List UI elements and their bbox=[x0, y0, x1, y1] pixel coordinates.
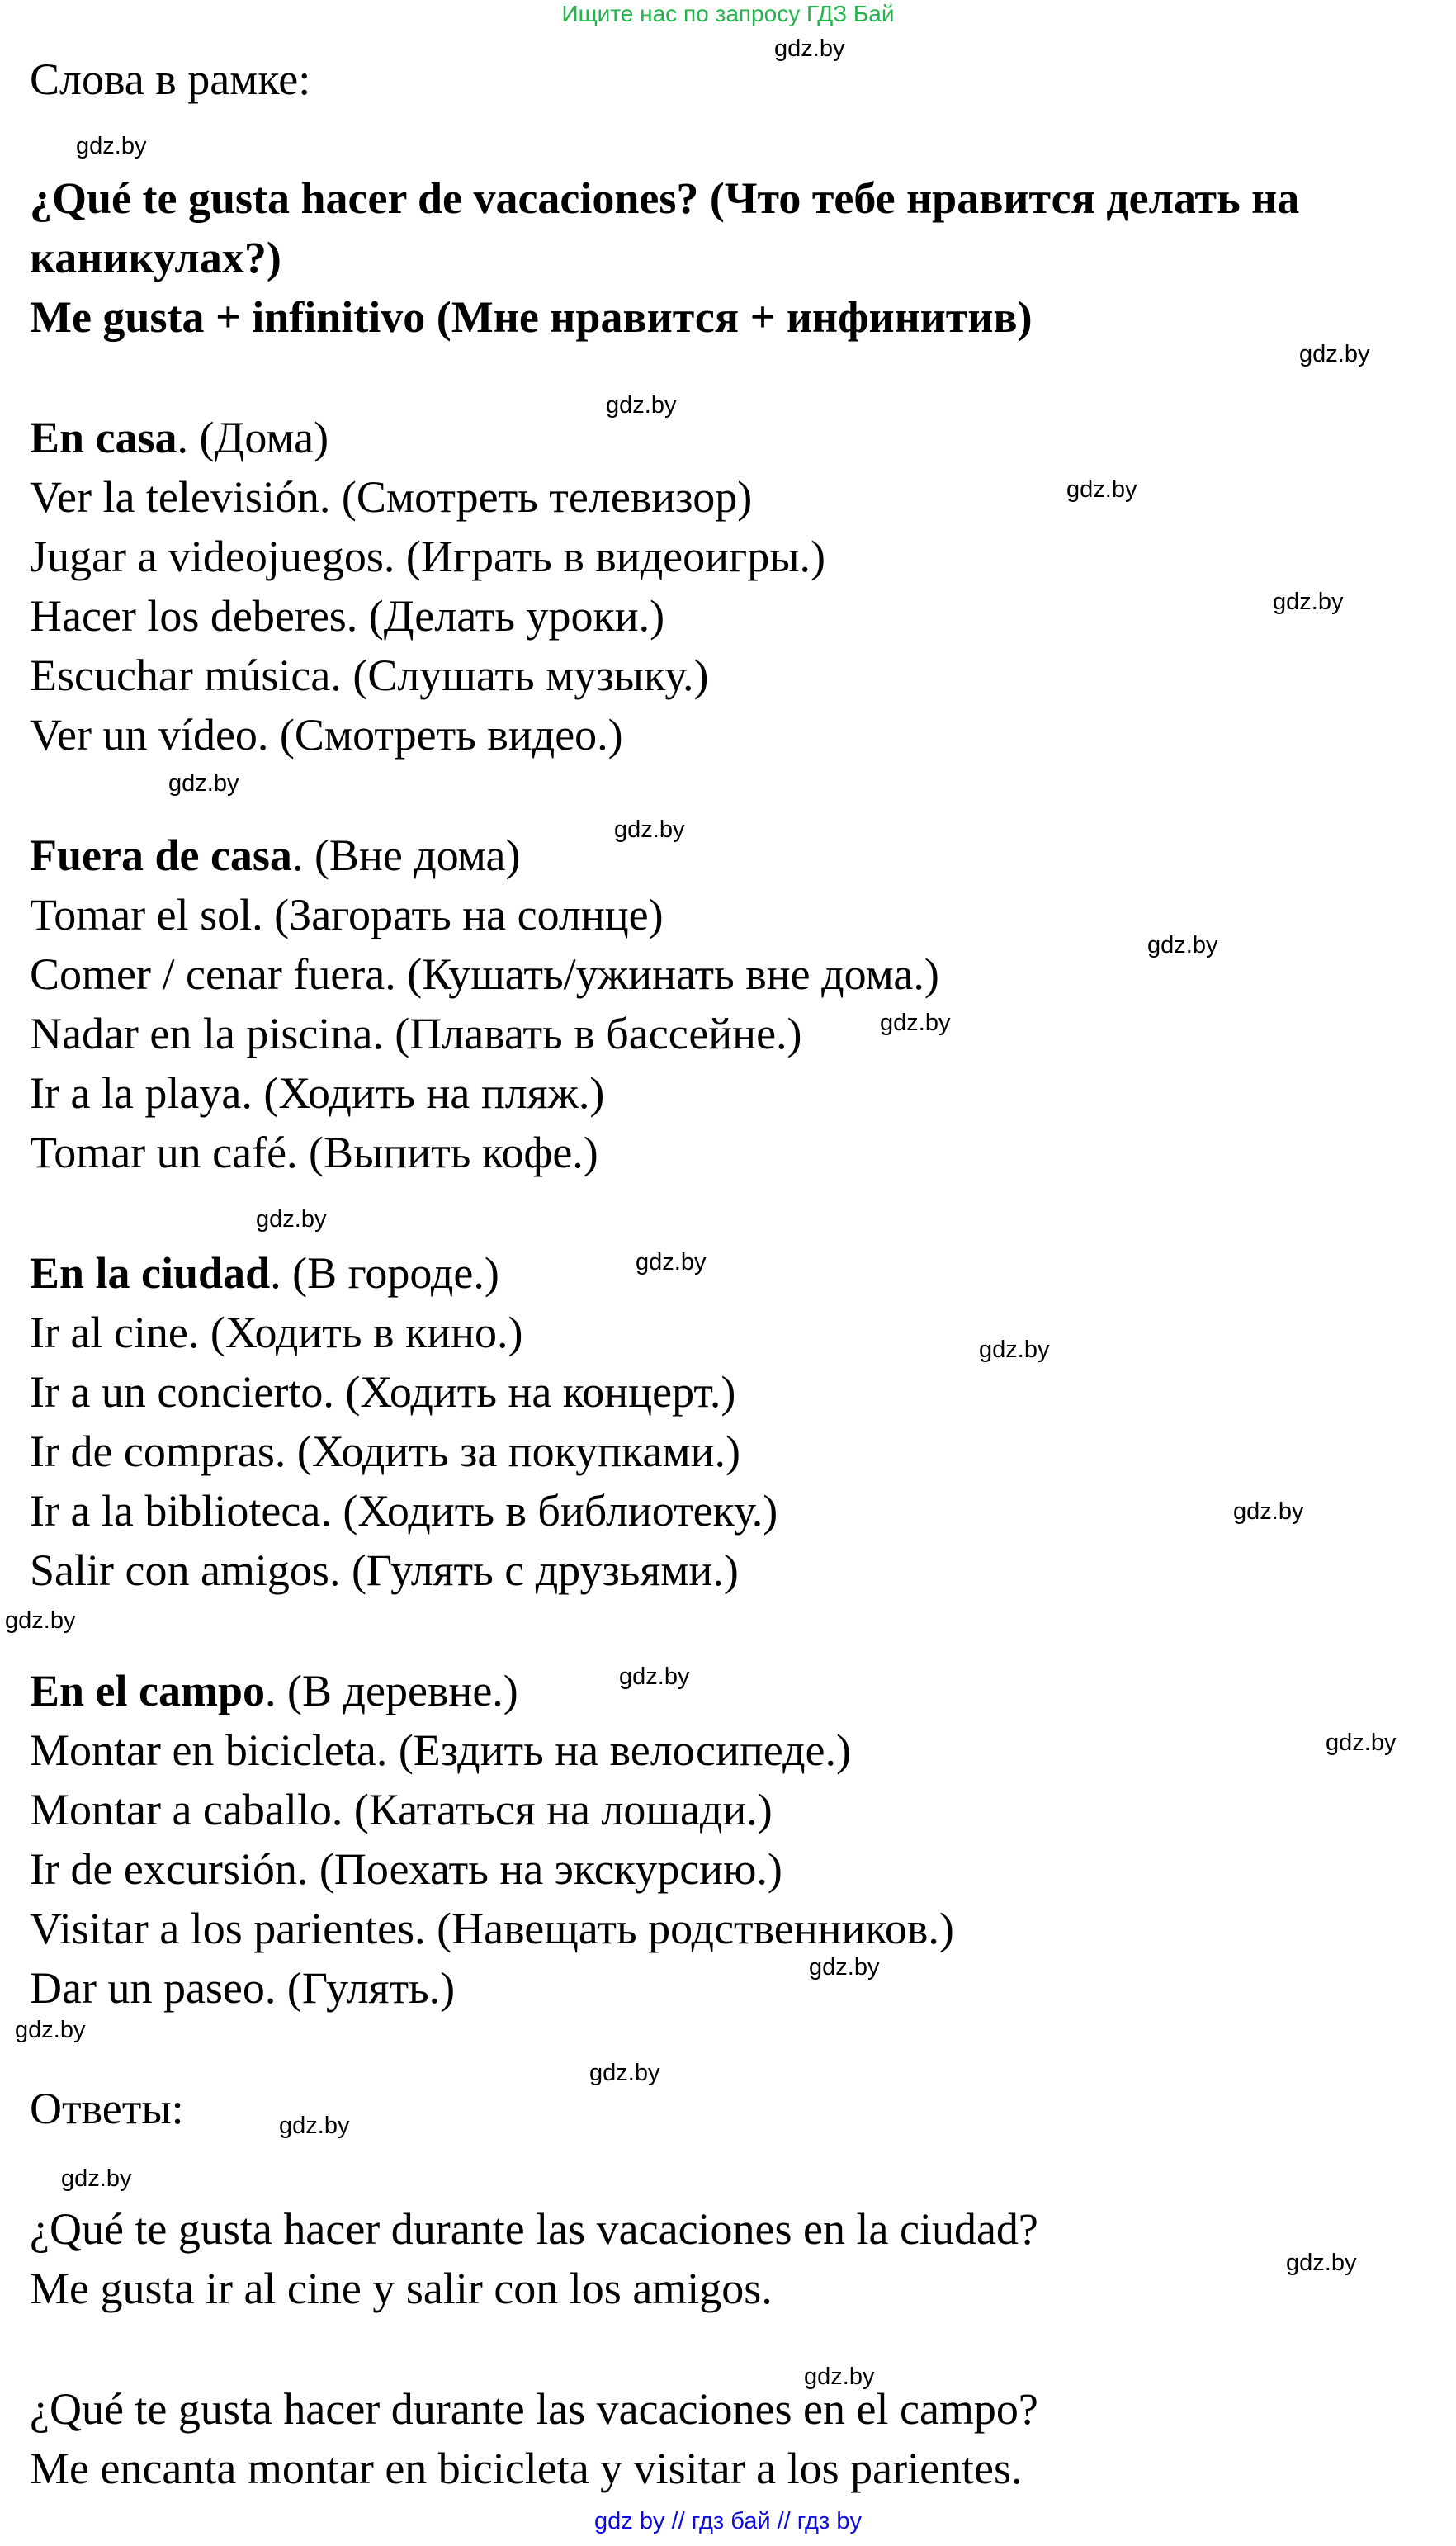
section-title: En casa bbox=[30, 413, 177, 462]
section-translation: . (В деревне.) bbox=[265, 1666, 518, 1715]
list-item: Ir de compras. (Ходить за покупками.) bbox=[30, 1427, 740, 1476]
watermark: gdz.by bbox=[15, 2017, 86, 2043]
watermark: gdz.by bbox=[256, 1206, 327, 1233]
list-item: Escuchar música. (Слушать музыку.) bbox=[30, 651, 709, 700]
list-item: Ir a la playa. (Ходить на пляж.) bbox=[30, 1068, 605, 1118]
watermark: gdz.by bbox=[636, 1249, 707, 1275]
main-question-line2: каникулах?) bbox=[30, 233, 281, 282]
watermark: gdz.by bbox=[979, 1337, 1050, 1363]
list-item: Montar a caballo. (Кататься на лошади.) bbox=[30, 1785, 773, 1834]
list-item: Visitar a los parientes. (Навещать родственников.) bbox=[30, 1904, 954, 1953]
section-title: En el campo bbox=[30, 1666, 266, 1715]
watermark: gdz.by bbox=[809, 1954, 880, 1980]
list-item: Comer / cenar fuera. (Кушать/ужинать вне дома.) bbox=[30, 949, 939, 999]
footer-links[interactable]: gdz by // гдз бай // гдз by bbox=[594, 2508, 862, 2534]
watermark: gdz.by bbox=[1147, 932, 1218, 958]
watermark: gdz.by bbox=[619, 1663, 690, 1690]
list-item: Ir al cine. (Ходить в кино.) bbox=[30, 1308, 523, 1357]
section-title: Fuera de casa bbox=[30, 831, 292, 880]
answer-question: ¿Qué te gusta hacer durante las vacaciones en la ciudad? bbox=[30, 2204, 1038, 2254]
list-item: Hacer los deberes. (Делать уроки.) bbox=[30, 591, 665, 641]
watermark: gdz.by bbox=[804, 2364, 875, 2390]
watermark: gdz.by bbox=[1299, 341, 1370, 367]
watermark: gdz.by bbox=[168, 770, 239, 797]
list-item: Ir de excursión. (Поехать на экскурсию.) bbox=[30, 1844, 782, 1894]
watermark: gdz.by bbox=[1233, 1498, 1304, 1525]
list-item: Salir con amigos. (Гулять с друзьями.) bbox=[30, 1545, 739, 1595]
list-item: Dar un paseo. (Гулять.) bbox=[30, 1963, 456, 2013]
watermark: gdz.by bbox=[774, 35, 845, 62]
top-banner[interactable]: Ищите нас по запросу ГДЗ Бай bbox=[561, 1, 895, 26]
box-words-label: Слова в рамке: bbox=[30, 54, 311, 104]
section-translation: . (В городе.) bbox=[270, 1248, 499, 1298]
list-item: Ir a un concierto. (Ходить на концерт.) bbox=[30, 1367, 736, 1417]
watermark: gdz.by bbox=[279, 2113, 350, 2139]
main-question-line1: ¿Qué te gusta hacer de vacaciones? (Что тебе нравится делать на bbox=[30, 173, 1300, 223]
watermark: gdz.by bbox=[614, 816, 685, 843]
watermark: gdz.by bbox=[5, 1607, 76, 1634]
list-item: Ver un vídeo. (Смотреть видео.) bbox=[30, 710, 623, 760]
answer-text: Me gusta ir al cine y salir con los amigos. bbox=[30, 2264, 773, 2313]
section-heading bbox=[30, 1247, 499, 1299]
list-item: Ver la televisión. (Смотреть телевизор) bbox=[30, 472, 753, 522]
watermark: gdz.by bbox=[589, 2060, 660, 2086]
section-heading bbox=[30, 1664, 518, 1717]
list-item: Tomar un café. (Выпить кофе.) bbox=[30, 1128, 598, 1177]
watermark: gdz.by bbox=[1326, 1730, 1397, 1756]
watermark: gdz.by bbox=[1286, 2250, 1357, 2276]
watermark: gdz.by bbox=[606, 392, 677, 419]
list-item: Nadar en la piscina. (Плавать в бассейне.) bbox=[30, 1009, 802, 1058]
list-item: Tomar el sol. (Загорать на солнце) bbox=[30, 890, 664, 939]
watermark: gdz.by bbox=[76, 133, 147, 159]
watermark: gdz.by bbox=[61, 2165, 132, 2192]
watermark: gdz.by bbox=[1273, 589, 1344, 615]
list-item: Montar en bicicleta. (Ездить на велосипеде.) bbox=[30, 1725, 851, 1775]
section-translation: . (Дома) bbox=[177, 413, 329, 462]
grammar-pattern: Me gusta + infinitivo (Мне нравится + инфинитив) bbox=[30, 292, 1033, 342]
watermark: gdz.by bbox=[1066, 476, 1137, 503]
list-item: Jugar a videojuegos. (Играть в видеоигры.) bbox=[30, 532, 825, 581]
answers-label: Ответы: bbox=[30, 2084, 184, 2133]
section-translation: . (Вне дома) bbox=[291, 831, 521, 880]
answer-question: ¿Qué te gusta hacer durante las vacaciones en el campo? bbox=[30, 2384, 1038, 2434]
watermark: gdz.by bbox=[880, 1010, 951, 1036]
list-item: Ir a la biblioteca. (Ходить в библиотеку.) bbox=[30, 1486, 778, 1536]
section-title: En la ciudad bbox=[30, 1248, 271, 1298]
answer-text: Me encanta montar en bicicleta y visitar a los parientes. bbox=[30, 2444, 1023, 2493]
section-heading bbox=[30, 829, 521, 882]
section-heading bbox=[30, 411, 329, 464]
